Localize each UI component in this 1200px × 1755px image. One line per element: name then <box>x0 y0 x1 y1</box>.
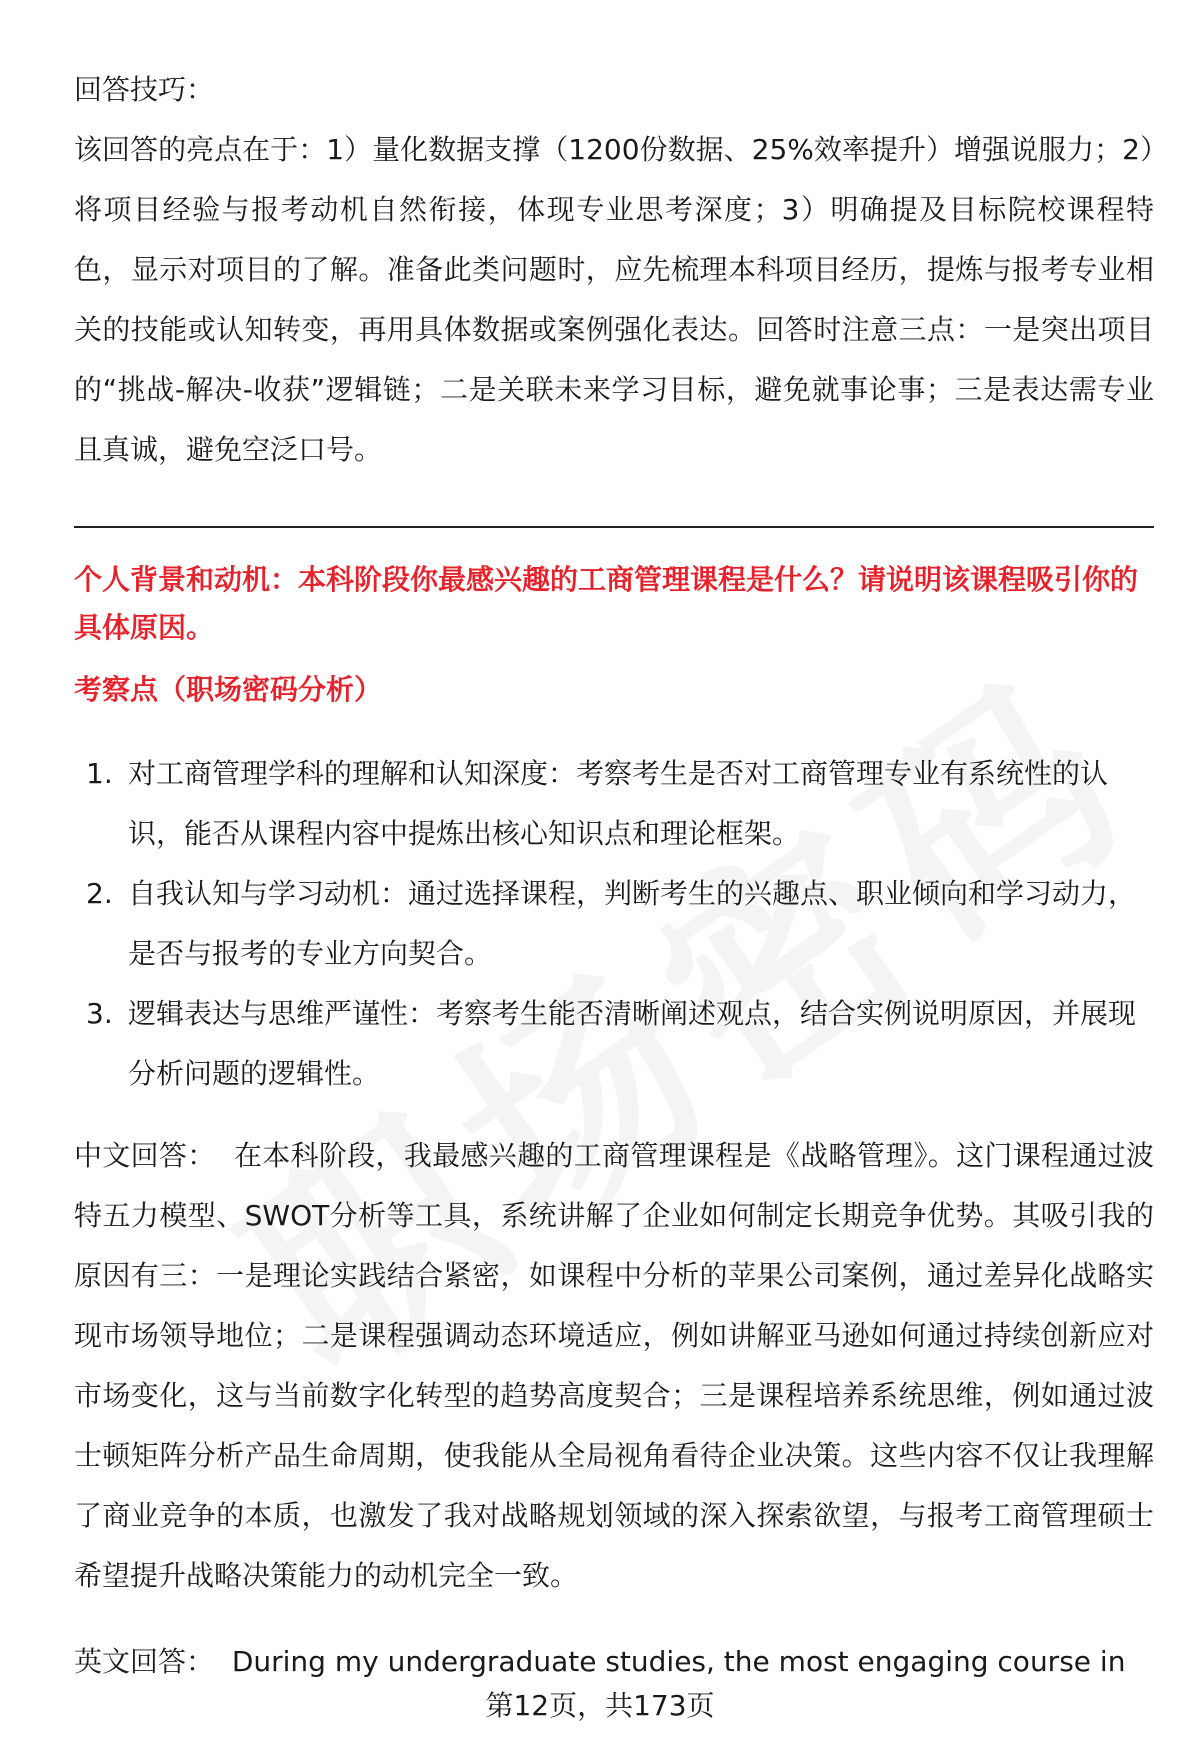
list-item <box>74 864 1154 984</box>
list-text: 自我认知与学习动机：通过选择课程，判断考生的兴趣点、职业倾向和学习动力，是否与报考的专业方向契合。 <box>128 877 1137 970</box>
english-answer <box>74 1632 1154 1692</box>
points-list <box>74 744 1154 1104</box>
list-number: 3. <box>86 997 113 1030</box>
list-item <box>74 744 1154 864</box>
section-divider <box>74 526 1154 528</box>
points-title: 考察点（职场密码分析） <box>74 673 383 706</box>
tips-text: 该回答的亮点在于：1）量化数据支撑（1200份数据、25%效率提升）增强说服力；2）将项目经验与报考动机自然衔接，体现专业思考深度；3）明确提及目标院校课程特色，显示对项目的了解。准备此类问题时，应先梳理本科项目经历，提炼与报考专业相关的技能或认知转变，再用具体数据或案例强化表达。回答时注意三点：一是突出项目的“挑战-解决-收获”逻辑链；二是关联未来学习目标，避免就事论事；三是表达需专业且真诚，避免空泛口号。 <box>74 133 1154 466</box>
english-answer-text: During my undergraduate studies, the most engaging course in <box>231 1645 1126 1678</box>
english-answer-label: 英文回答： <box>74 1645 215 1678</box>
chinese-answer-text: 在本科阶段，我最感兴趣的工商管理课程是《战略管理》。这门课程通过波特五力模型、SWOT分析等工具，系统讲解了企业如何制定长期竞争优势。其吸引我的原因有三：一是理论实践结合紧密，如课程中分析的苹果公司案例，通过差异化战略实现市场领导地位；二是课程强调动态环境适应，例如讲解亚马逊如何通过持续创新应对市场变化，这与当前数字化转型的趋势高度契合；三是课程培养系统思维，例如通过波士顿矩阵分析产品生命周期，使我能从全局视角看待企业决策。这些内容不仅让我理解了商业竞争的本质，也激发了我对战略规划领域的深入探索欲望，与报考工商管理硕士希望提升战略决策能力的动机完全一致。 <box>74 1139 1154 1592</box>
question-title: 个人背景和动机：本科阶段你最感兴趣的工商管理课程是什么？请说明该课程吸引你的具体原因。 <box>74 563 1139 644</box>
list-item <box>74 984 1154 1104</box>
chinese-answer-label: 中文回答： <box>74 1139 216 1172</box>
list-text: 逻辑表达与思维严谨性：考察考生能否清晰阐述观点，结合实例说明原因，并展现分析问题的逻辑性。 <box>128 997 1137 1090</box>
tips-heading: 回答技巧： <box>74 73 215 106</box>
list-text: 对工商管理学科的理解和认知深度：考察考生是否对工商管理专业有系统性的认识，能否从课程内容中提炼出核心知识点和理论框架。 <box>128 757 1109 850</box>
list-number: 2. <box>86 877 113 910</box>
list-number: 1. <box>86 757 113 790</box>
chinese-answer <box>74 1126 1154 1606</box>
page-number: 第12页，共173页 <box>485 1689 715 1722</box>
